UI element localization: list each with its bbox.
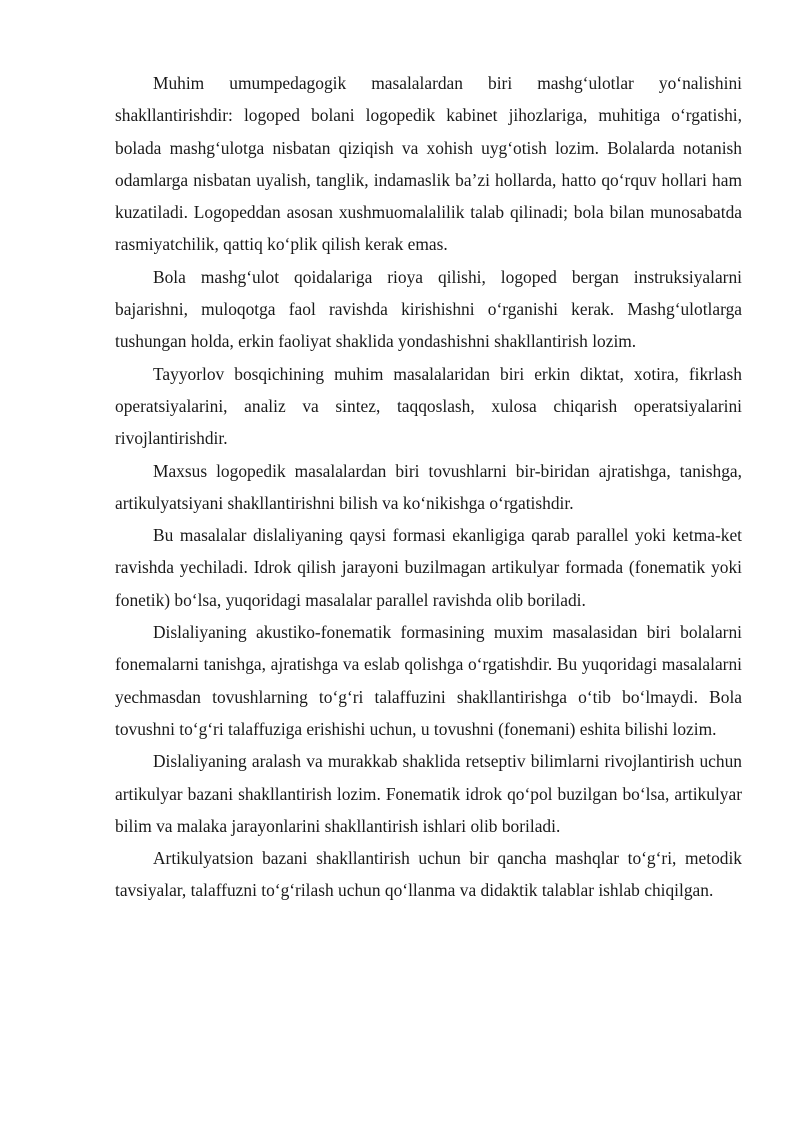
paragraph-6: Dislaliyaning akustiko-fonematik formasining muxim masalasidan biri bolalarni fonemalarni tanishga, ajratishga va eslab qolishga o‘rgatishdir. Bu yuqoridagi masalalarni yechmasdan tovushlarning to‘g‘ri talaffuzini shakllantirishga o‘tib bo‘lmaydi. Bola tovushni to‘g‘ri talaffuziga erishishi uchun, u tovushni (fonemani) eshita bilishi lozim.	[115, 622, 742, 739]
document-page	[115, 67, 742, 907]
paragraph-2: Bola mashg‘ulot qoidalariga rioya qilishi, logoped bergan instruksiyalarni bajarishni, muloqotga faol ravishda kirishishni o‘rganishi kerak. Mashg‘ulotlarga tushungan holda, erkin faoliyat shaklida yondashishni shakllantirish lozim.	[115, 266, 742, 352]
paragraph-4: Maxsus logopedik masalalardan biri tovushlarni bir-biridan ajratishga, tanishga, artikulyatsiyani shakllantirishni bilish va ko‘nikishga o‘rgatishdir.	[115, 460, 742, 513]
paragraph-1: Muhim umumpedagogik masalalardan biri mashg‘ulotlar yo‘nalishini shakllantirishdir: logoped bolani logopedik kabinet jihozlariga, muhitiga o‘rgatishi, bolada mashg‘ulotga nisbatan qiziqish va xohish uyg‘otish lozim. Bolalarda notanish odamlarga nisbatan uyalish, tanglik, indamaslik ba’zi hollarda, hatto qo‘rquv hollari ham kuzatiladi. Logopeddan asosan xushmuomalalilik talab qilinadi; bola bilan munosabatda rasmiyatchilik, qattiq ko‘plik qilish kerak emas.	[115, 73, 742, 255]
paragraph-3: Tayyorlov bosqichining muhim masalalaridan biri erkin diktat, xotira, fikrlash operatsiyalarini, analiz va sintez, taqqoslash, xulosa chiqarish operatsiyalarini rivojlantirishdir.	[115, 363, 742, 449]
paragraph-5: Bu masalalar dislaliyaning qaysi formasi ekanligiga qarab parallel yoki ketma-ket ravishda yechiladi. Idrok qilish jarayoni buzilmagan artikulyar formada (fonematik yoki fonetik) bo‘lsa, yuqoridagi masalalar parallel ravishda olib boriladi.	[115, 525, 742, 610]
paragraph-8: Artikulyatsion bazani shakllantirish uchun bir qancha mashqlar to‘g‘ri, metodik tavsiyalar, talaffuzni to‘g‘rilash uchun qo‘llanma va didaktik talablar ishlab chiqilgan.	[115, 848, 742, 901]
paragraph-7: Dislaliyaning aralash va murakkab shaklida retseptiv bilimlarni rivojlantirish uchun artikulyar bazani shakllantirish lozim. Fonematik idrok qo‘pol buzilgan bo‘lsa, artikulyar bilim va malaka jarayonlarini shakllantirish ishlari olib boriladi.	[115, 751, 742, 836]
